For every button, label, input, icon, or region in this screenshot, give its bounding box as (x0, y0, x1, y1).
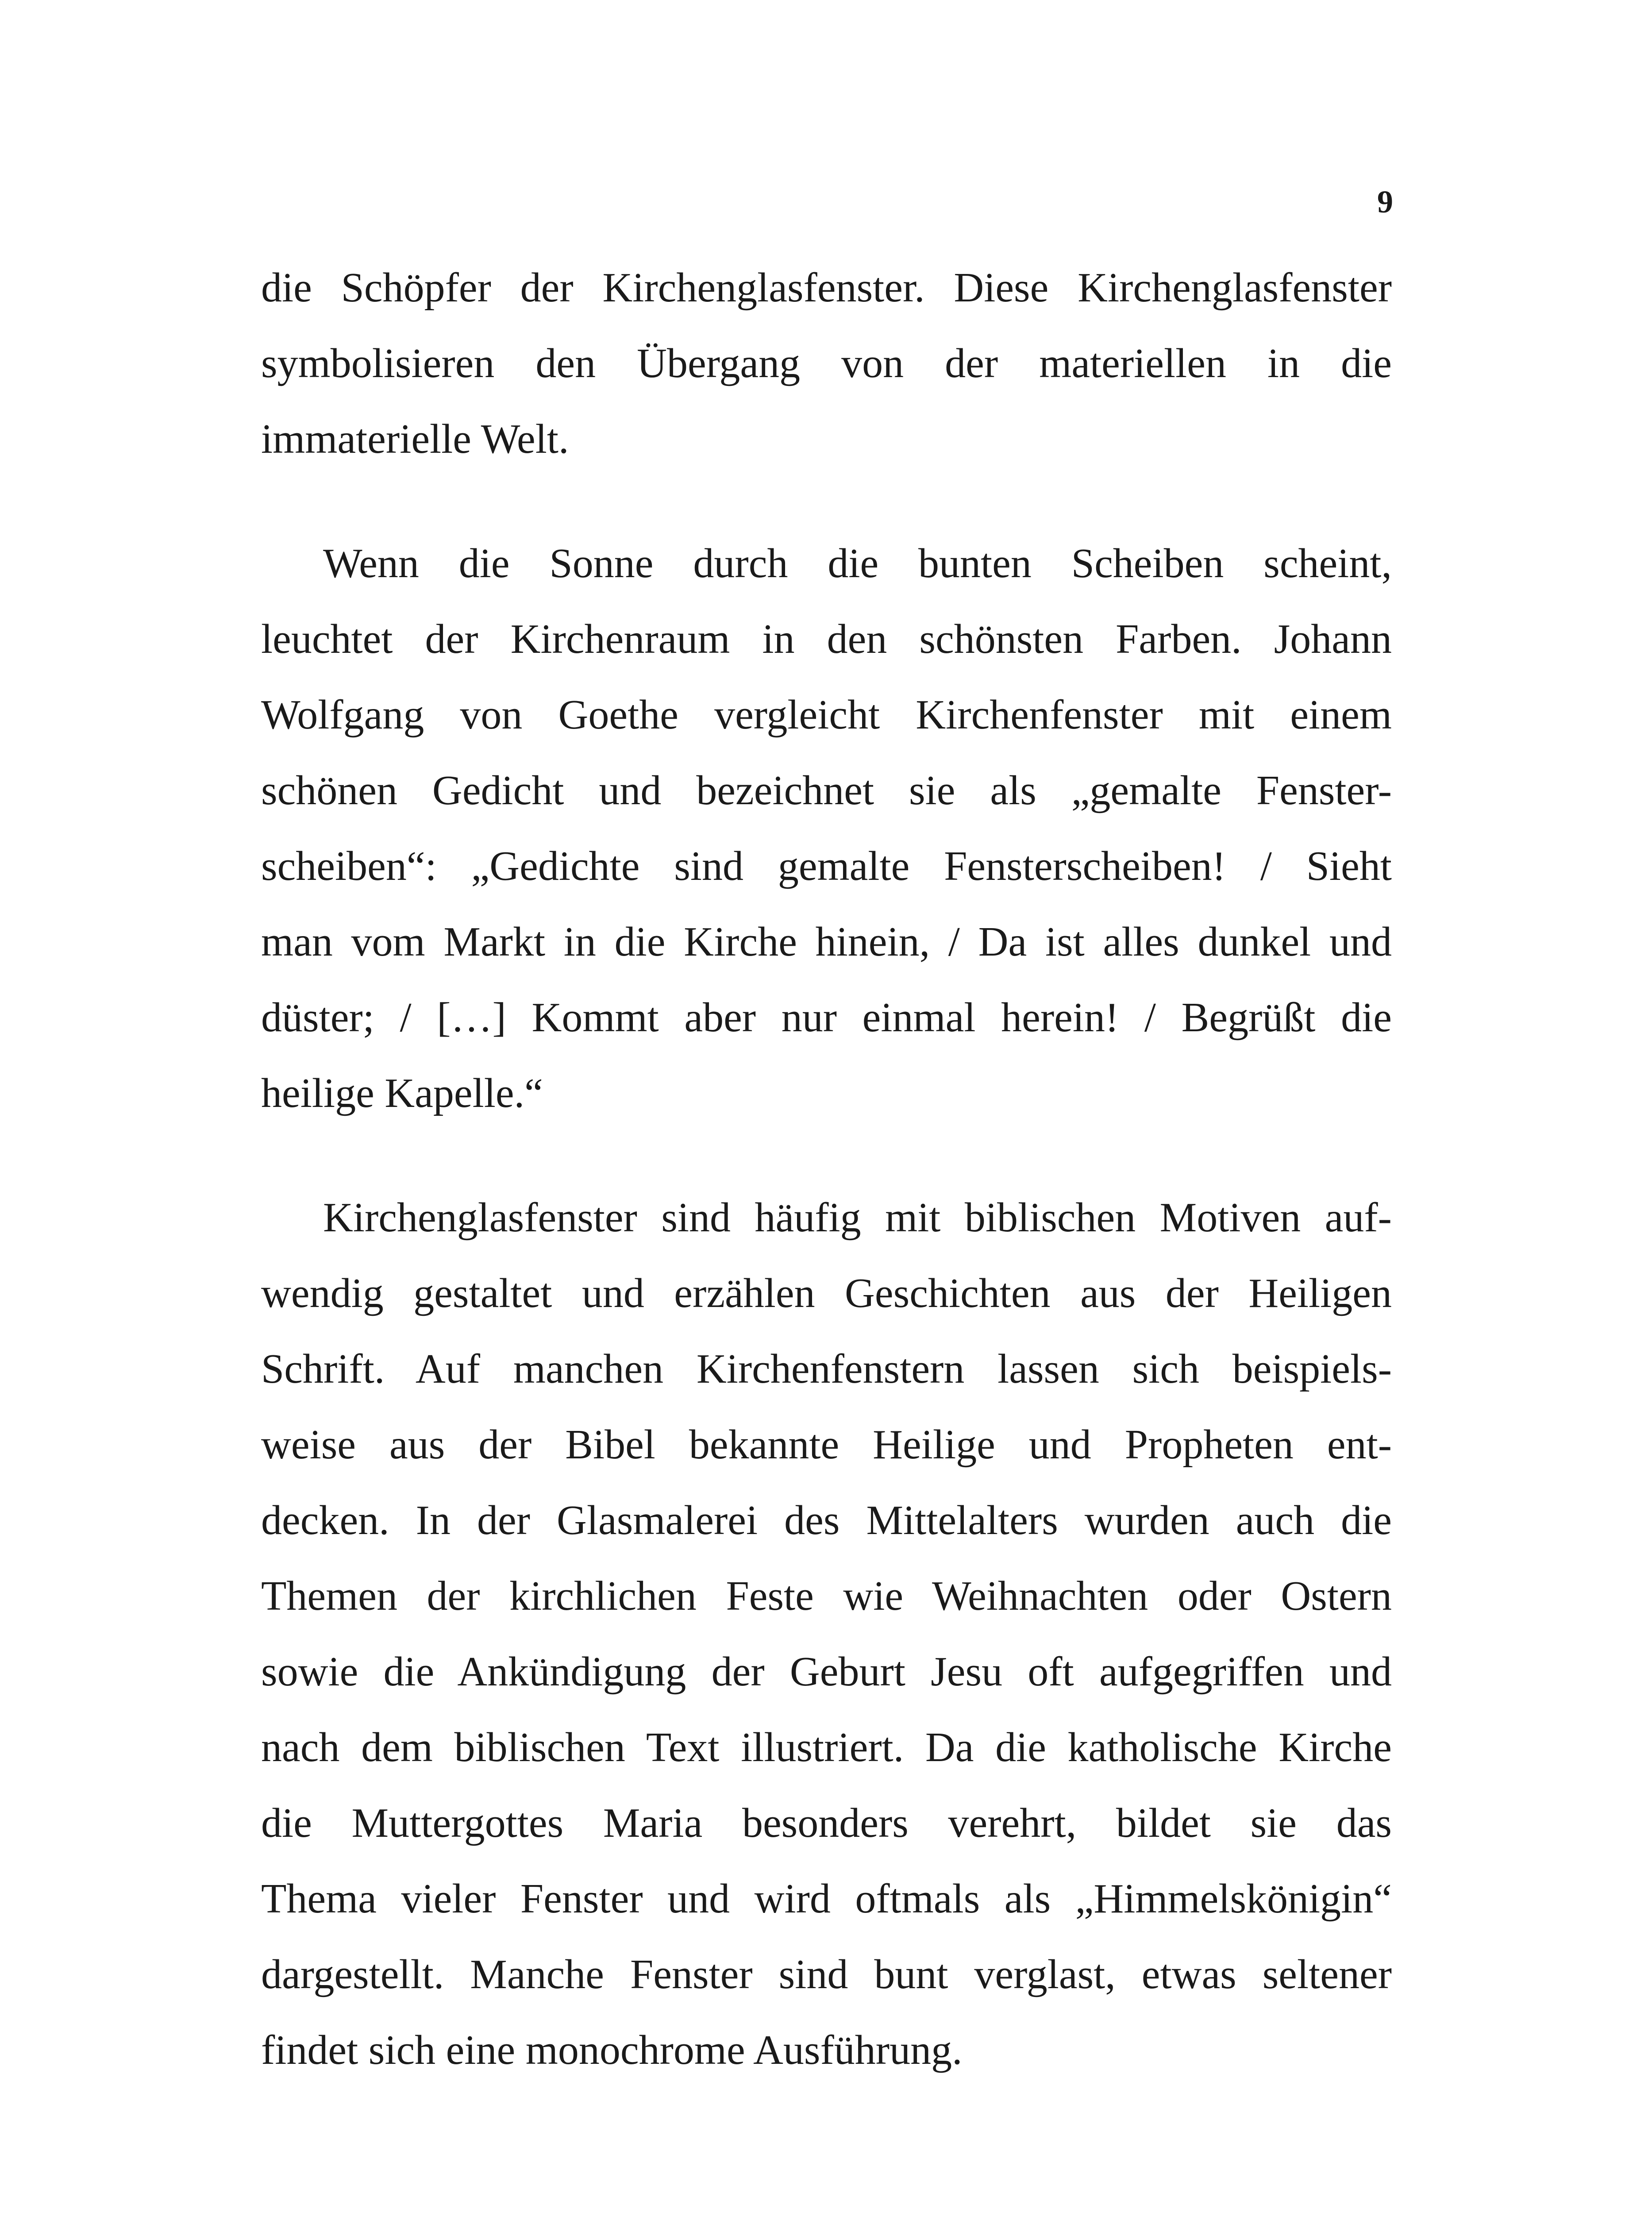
text-line: sowie die Ankündigung der Geburt Jesu oft aufgegriffen und (261, 1649, 1392, 1695)
text-line: schönen Gedicht und bezeichnet sie als „gemalte Fenster- (261, 767, 1392, 813)
text-line: Kirchenglasfenster sind häufig mit biblischen Motiven auf- (323, 1195, 1392, 1241)
text-line: decken. In der Glasmalerei des Mittelalters wurden auch die (261, 1497, 1392, 1543)
text-line: symbolisieren den Übergang von der materiellen in die (261, 340, 1392, 386)
paragraph (261, 526, 1392, 1131)
paragraph (261, 250, 1392, 477)
text-line: weise aus der Bibel bekannte Heilige und Propheten ent- (261, 1422, 1392, 1468)
text-line: Themen der kirchlichen Feste wie Weihnachten oder Ostern (261, 1573, 1392, 1619)
text-line: die Schöpfer der Kirchenglasfenster. Diese Kirchenglasfenster (261, 265, 1392, 311)
text-line: Wolfgang von Goethe vergleicht Kirchenfenster mit einem (261, 692, 1392, 738)
text-line: scheiben“: „Gedichte sind gemalte Fensterscheiben! / Sieht (261, 843, 1392, 889)
text-line: Schrift. Auf manchen Kirchenfenstern lassen sich beispiels- (261, 1346, 1392, 1392)
body-text (261, 250, 1392, 2088)
paragraph (261, 1180, 1392, 2088)
text-line: man vom Markt in die Kirche hinein, / Da ist alles dunkel und (261, 919, 1392, 965)
text-line: dargestellt. Manche Fenster sind bunt verglast, etwas seltener (261, 1951, 1392, 1997)
text-line: findet sich eine monochrome Ausführung. (261, 2027, 963, 2073)
text-line: nach dem biblischen Text illustriert. Da die katholische Kirche (261, 1724, 1392, 1770)
text-line: Wenn die Sonne durch die bunten Scheiben scheint, (323, 540, 1392, 586)
text-line: immaterielle Welt. (261, 416, 569, 462)
text-line: heilige Kapelle.“ (261, 1070, 543, 1116)
text-line: Thema vieler Fenster und wird oftmals als „Himmelskönigin“ (261, 1876, 1392, 1922)
text-line: die Muttergottes Maria besonders verehrt, bildet sie das (261, 1800, 1392, 1846)
text-line: wendig gestaltet und erzählen Geschichten aus der Heiligen (261, 1270, 1392, 1316)
text-line: düster; / […] Kommt aber nur einmal herein! / Begrüßt die (261, 995, 1392, 1041)
text-line: leuchtet der Kirchenraum in den schönsten Farben. Johann (261, 616, 1392, 662)
page-number: 9 (1377, 184, 1393, 220)
